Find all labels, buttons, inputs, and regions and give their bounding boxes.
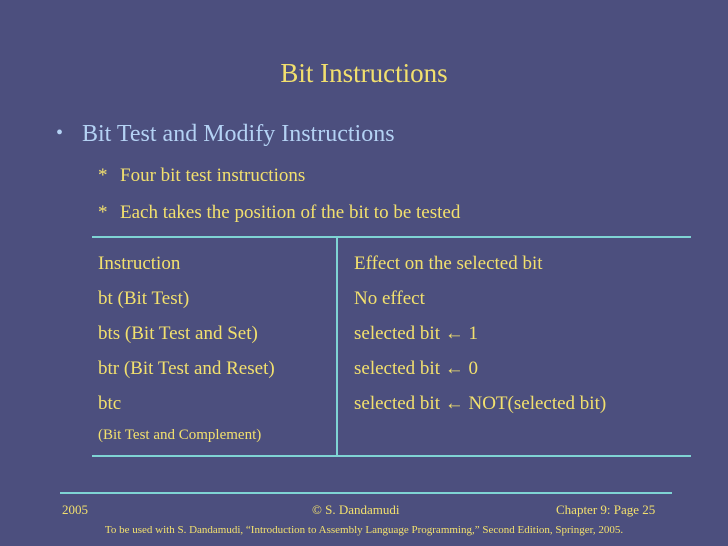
table-cell-effect: selected bit ← 0: [354, 358, 478, 379]
asterisk-icon: *: [98, 202, 108, 223]
table-cell-instruction: bts (Bit Test and Set): [98, 323, 258, 344]
table-bottom-rule: [92, 455, 691, 457]
footer-copyright: © S. Dandamudi: [312, 502, 400, 517]
table-cell-instruction: bt (Bit Test): [98, 288, 190, 309]
footer-rule: [60, 492, 672, 494]
slide-title: Bit Instructions: [280, 58, 448, 88]
table-cell-instruction-note: (Bit Test and Complement): [98, 427, 262, 443]
sub-bullet-item: [98, 165, 305, 187]
table-cell-effect: selected bit ← 1: [354, 323, 478, 344]
table-header-effect: Effect on the selected bit: [354, 253, 543, 274]
sub-bullet-item: [98, 202, 460, 224]
bullet-dot-icon: •: [56, 122, 64, 144]
bullet-item: [56, 121, 395, 148]
asterisk-icon: *: [98, 165, 108, 186]
sub-bullet-text: Four bit test instructions: [120, 165, 306, 186]
footer-page-number: Chapter 9: Page 25: [556, 502, 656, 517]
footer-credit: To be used with S. Dandamudi, “Introduction to Assembly Language Programming,” Second Edition, Springer, 2005.: [104, 524, 624, 536]
table-cell-instruction: btr (Bit Test and Reset): [98, 358, 275, 379]
table-header-instruction: Instruction: [98, 253, 181, 274]
footer-year: 2005: [62, 502, 88, 517]
table-cell-effect: No effect: [354, 288, 425, 309]
bullet-text: Bit Test and Modify Instructions: [82, 121, 395, 147]
table-cell-instruction: btc: [98, 393, 122, 414]
table-column-divider: [336, 238, 338, 455]
sub-bullet-text: Each takes the position of the bit to be tested: [120, 202, 461, 223]
table-top-rule: [92, 236, 691, 238]
table-cell-effect: selected bit ← NOT(selected bit): [354, 393, 607, 414]
